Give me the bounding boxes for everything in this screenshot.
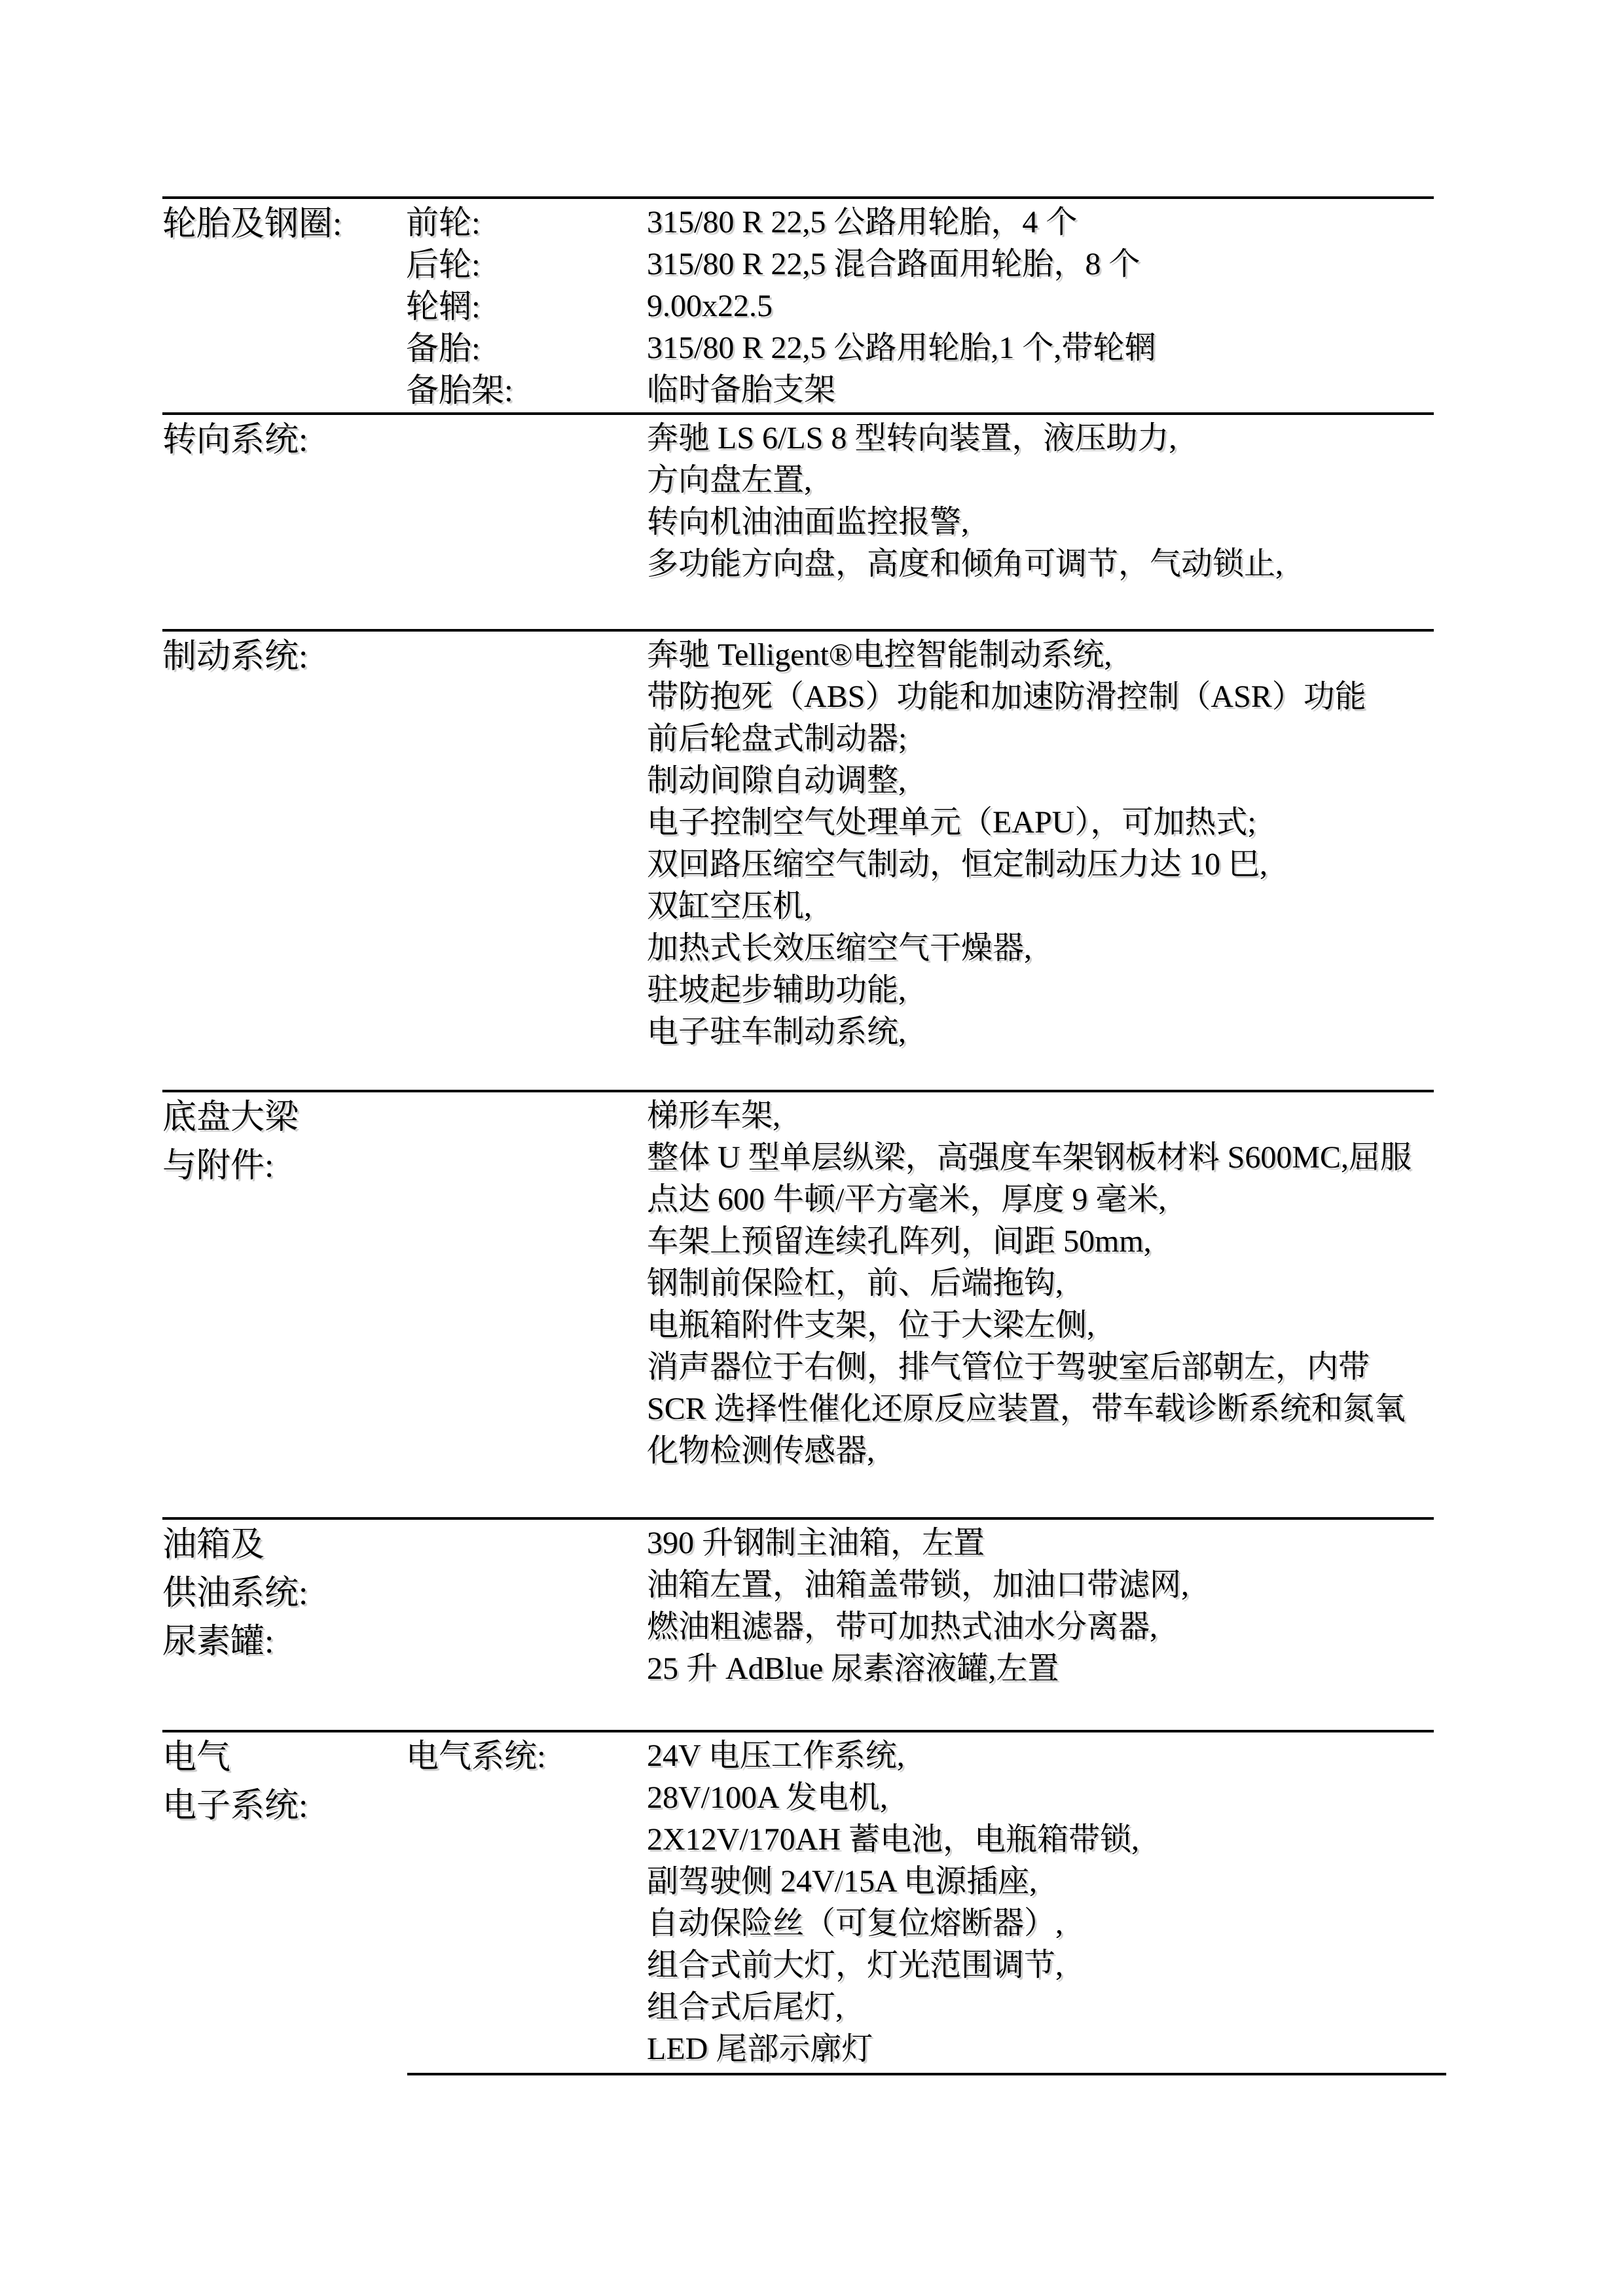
row-value: 奔驰 LS 6/LS 8 型转向装置，液压助力, <box>647 421 1177 456</box>
row-value: SCR 选择性催化还原反应装置，带车载诊断系统和氮氧 <box>647 1391 1406 1426</box>
row-value: 24V 电压工作系统, <box>647 1738 905 1773</box>
row-sub-label <box>406 1263 646 1304</box>
row-value: 转向机油油面监控报警, <box>647 505 970 539</box>
row-sub-label <box>406 1304 646 1346</box>
sub-label-column <box>406 632 646 1053</box>
row-value: 梯形车架, <box>647 1098 781 1133</box>
section-label-column <box>162 415 405 465</box>
row-sub-label <box>406 1945 646 1986</box>
table-bottom-rule <box>407 2073 1446 2075</box>
section-label: 电气 <box>162 1739 231 1776</box>
row-sub-label <box>406 718 646 760</box>
row-sub-label <box>406 2028 646 2070</box>
row-sub-label <box>406 844 646 886</box>
row-sub-label <box>406 1221 646 1263</box>
row-value: 315/80 R 22,5 公路用轮胎，4 个 <box>647 205 1078 240</box>
section-label: 底盘大梁 <box>162 1099 299 1136</box>
row-value: 车架上预留连续孔阵列，间距 50mm, <box>647 1224 1152 1259</box>
section-braking <box>162 629 1434 1090</box>
row-value: 自动保险丝（可复位熔断器）, <box>647 1906 1064 1941</box>
row-value: 临时备胎支架 <box>647 372 836 407</box>
row-sub-label: 备胎架: <box>406 372 513 408</box>
section-label-column <box>162 1732 405 1831</box>
row-sub-label <box>406 1430 646 1472</box>
row-sub-label <box>406 1095 646 1137</box>
row-sub-label <box>406 418 646 459</box>
row-sub-label <box>406 969 646 1011</box>
section-label: 供油系统: <box>162 1575 308 1612</box>
row-sub-label <box>406 676 646 718</box>
row-sub-label <box>406 1648 646 1690</box>
row-value: 钢制前保险杠，前、后端拖钩, <box>647 1266 1064 1300</box>
row-sub-label <box>406 1606 646 1648</box>
row-sub-label <box>406 1388 646 1430</box>
row-value: 多功能方向盘，高度和倾角可调节，气动锁止, <box>647 547 1284 581</box>
row-sub-label <box>406 886 646 927</box>
row-value: 奔驰 Telligent®电控智能制动系统, <box>647 637 1112 672</box>
section-chassis <box>162 1090 1434 1517</box>
row-sub-label <box>406 1777 646 1819</box>
row-value: 前后轮盘式制动器; <box>647 721 907 756</box>
row-value: 驻坡起步辅助功能, <box>647 973 907 1007</box>
value-column <box>647 415 1434 585</box>
row-sub-label <box>406 1522 646 1564</box>
value-column <box>647 632 1434 1053</box>
row-sub-label <box>406 1861 646 1903</box>
row-value: 390 升钢制主油箱，左置 <box>647 1526 985 1560</box>
section-electrical <box>162 1730 1434 2073</box>
sub-label-column <box>406 1520 646 1690</box>
row-sub-label <box>406 1564 646 1606</box>
row-sub-label <box>406 501 646 543</box>
row-value: 双缸空压机, <box>647 889 812 924</box>
section-label-column <box>162 1092 405 1191</box>
row-sub-label <box>406 634 646 676</box>
row-value: 组合式后尾灯, <box>647 1990 844 2024</box>
row-value: 25 升 AdBlue 尿素溶液罐,左置 <box>647 1651 1059 1686</box>
row-sub-label <box>406 1819 646 1861</box>
sub-label-column <box>406 1732 646 2070</box>
row-value: 电子控制空气处理单元（EAPU），可加热式; <box>647 805 1256 840</box>
row-sub-label <box>406 927 646 969</box>
row-sub-label <box>406 1986 646 2028</box>
value-column <box>647 1732 1434 2070</box>
row-sub-label <box>406 1903 646 1945</box>
row-sub-label <box>406 543 646 585</box>
row-sub-label: 备胎: <box>406 330 481 367</box>
section-tires <box>162 196 1434 412</box>
row-value: 电子驻车制动系统, <box>647 1014 907 1049</box>
sub-label-column <box>406 415 646 585</box>
row-sub-label <box>406 1011 646 1053</box>
section-steering <box>162 412 1434 629</box>
row-value: 加热式长效压缩空气干燥器, <box>647 931 1032 965</box>
row-sub-label <box>406 802 646 844</box>
value-column <box>647 1520 1434 1690</box>
row-value: 制动间隙自动调整, <box>647 763 907 798</box>
row-value: 副驾驶侧 24V/15A 电源插座, <box>647 1864 1038 1899</box>
section-label-column <box>162 199 405 249</box>
section-label: 与附件: <box>162 1147 274 1185</box>
section-label: 制动系统: <box>162 638 308 675</box>
section-label-column <box>162 1520 405 1666</box>
row-sub-label <box>406 459 646 501</box>
sub-label-column <box>406 1092 646 1472</box>
row-value: 2X12V/170AH 蓄电池，电瓶箱带锁, <box>647 1822 1139 1857</box>
row-value: 9.00x22.5 <box>647 289 773 323</box>
row-value: 方向盘左置, <box>647 463 812 497</box>
row-value: 双回路压缩空气制动，恒定制动压力达 10 巴, <box>647 847 1268 882</box>
sub-label-column <box>406 199 646 411</box>
section-label: 转向系统: <box>162 422 308 459</box>
row-value: 整体 U 型单层纵梁，高强度车架钢板材料 S600MC,屈服 <box>647 1140 1412 1175</box>
row-sub-label <box>406 760 646 802</box>
value-column <box>647 1092 1434 1472</box>
row-value: 油箱左置，油箱盖带锁，加油口带滤网, <box>647 1568 1190 1602</box>
section-label: 轮胎及钢圈: <box>162 206 342 243</box>
row-value: 点达 600 牛顿/平方毫米，厚度 9 毫米, <box>647 1182 1167 1217</box>
row-value: 315/80 R 22,5 混合路面用轮胎，8 个 <box>647 247 1140 281</box>
row-value: 组合式前大灯，灯光范围调节, <box>647 1948 1064 1982</box>
row-sub-label <box>406 1346 646 1388</box>
row-value: 28V/100A 发电机, <box>647 1780 888 1815</box>
row-value: 带防抱死（ABS）功能和加速防滑控制（ASR）功能 <box>647 679 1366 714</box>
value-column <box>647 199 1434 411</box>
row-sub-label: 轮辋: <box>406 288 481 325</box>
section-label: 电子系统: <box>162 1787 308 1825</box>
row-value: 315/80 R 22,5 公路用轮胎,1 个,带轮辋 <box>647 331 1156 365</box>
row-sub-label: 前轮: <box>406 204 481 241</box>
row-value: 化物检测传感器, <box>647 1433 875 1468</box>
row-value: 消声器位于右侧，排气管位于驾驶室后部朝左，内带 <box>647 1350 1370 1384</box>
section-fuel <box>162 1517 1434 1730</box>
row-sub-label: 后轮: <box>406 246 481 283</box>
row-sub-label: 电气系统: <box>406 1738 546 1774</box>
section-label-column <box>162 632 405 681</box>
row-value: LED 尾部示廓灯 <box>647 2032 873 2066</box>
row-sub-label <box>406 1179 646 1221</box>
row-sub-label <box>406 1137 646 1179</box>
row-value: 燃油粗滤器，带可加热式油水分离器, <box>647 1609 1158 1644</box>
section-label: 尿素罐: <box>162 1623 274 1660</box>
section-label: 油箱及 <box>162 1526 265 1564</box>
row-value: 电瓶箱附件支架，位于大梁左侧, <box>647 1308 1095 1342</box>
